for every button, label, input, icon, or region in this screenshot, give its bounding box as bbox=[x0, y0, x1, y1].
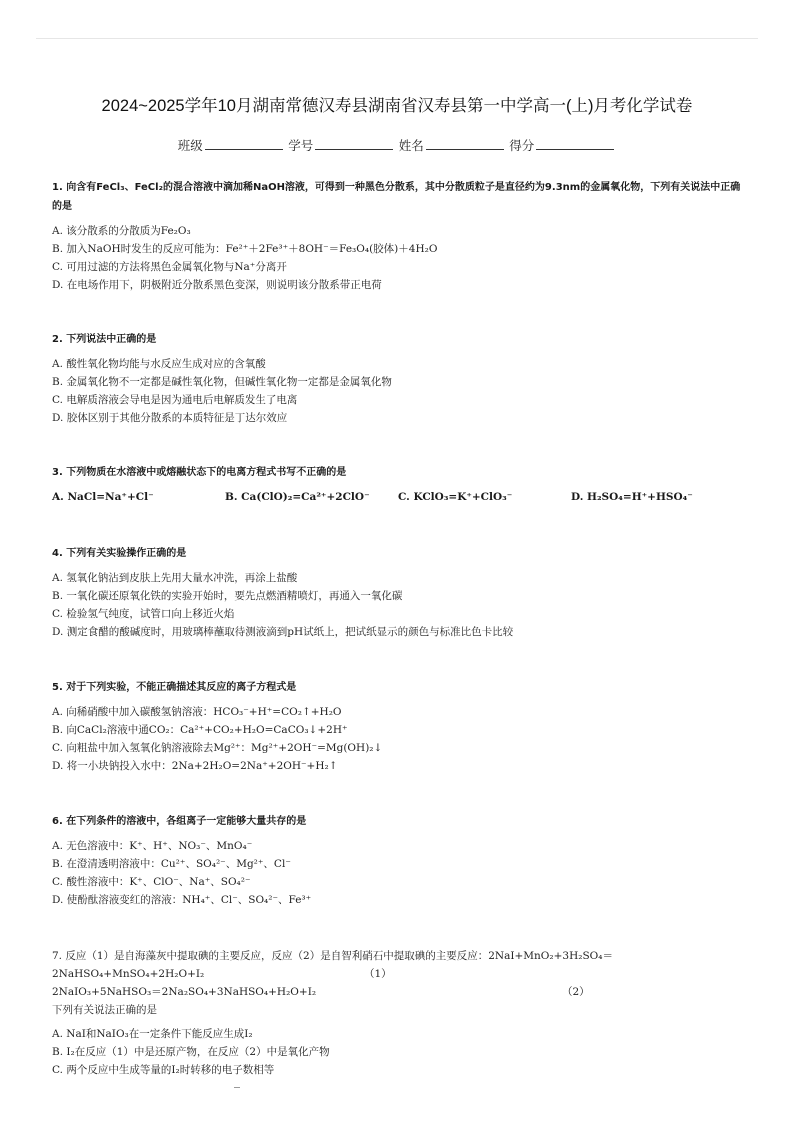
student-id-label: 学号 bbox=[288, 139, 314, 153]
question-7-stem-line-3 bbox=[52, 983, 744, 1001]
question-3-option-b: B. Ca(ClO)₂=Ca²⁺+2ClO⁻ bbox=[225, 491, 370, 503]
question-6-stem: 6. 在下列条件的溶液中，各组离子一定能够大量共存的是 bbox=[52, 816, 307, 827]
question-3-option-c: C. KClO₃=K⁺+ClO₃⁻ bbox=[398, 491, 513, 503]
question-5-stem: 5. 对于下列实验，不能正确描述其反应的离子方程式是 bbox=[52, 682, 297, 693]
score-label: 得分 bbox=[509, 139, 535, 153]
question-3-option-a: A. NaCl=Na⁺+Cl⁻ bbox=[52, 491, 154, 503]
student-id-blank[interactable] bbox=[315, 137, 393, 150]
question-7-option-c: C. 两个反应中生成等量的I₂时转移的电子数相等 bbox=[52, 1064, 275, 1076]
question-4-option-d: D. 测定食醋的酸碱度时，用玻璃棒蘸取待测液滴到pH试纸上，把试纸显示的颜色与标准比色卡比较 bbox=[52, 626, 514, 638]
header-rule bbox=[36, 38, 758, 39]
question-7-stem-line-2 bbox=[52, 965, 744, 983]
question-1 bbox=[52, 178, 744, 294]
question-1-option-d: D. 在电场作用下，阴极附近分散系黑色变深，则说明该分散系带正电荷 bbox=[52, 279, 382, 291]
question-5-option-a: A. 向稀硝酸中加入碳酸氢钠溶液：HCO₃⁻+H⁺=CO₂↑+H₂O bbox=[52, 706, 342, 718]
question-2-option-b: B. 金属氧化物不一定都是碱性氧化物，但碱性氧化物一定都是金属氧化物 bbox=[52, 376, 392, 388]
question-6 bbox=[52, 812, 744, 909]
page-title: 2024~2025学年10月湖南常德汉寿县湖南省汉寿县第一中学高一(上)月考化学试卷 bbox=[101, 97, 693, 115]
question-1-option-b: B. 加入NaOH时发生的反应可能为：Fe²⁺＋2Fe³⁺＋8OH⁻＝Fe₃O₄(胶体)＋4H₂O bbox=[52, 243, 438, 255]
name-blank[interactable] bbox=[426, 137, 504, 150]
page-footer-mark bbox=[234, 1087, 240, 1088]
question-6-option-a: A. 无色溶液中：K⁺、H⁺、NO₃⁻、MnO₄⁻ bbox=[52, 840, 253, 852]
class-label: 班级 bbox=[177, 139, 203, 153]
question-6-option-c: C. 酸性溶液中：K⁺、ClO⁻、Na⁺、SO₄²⁻ bbox=[52, 876, 251, 888]
question-5-option-b: B. 向CaCl₂溶液中通CO₂：Ca²⁺+CO₂+H₂O=CaCO₃↓+2H⁺ bbox=[52, 724, 348, 736]
question-2-stem: 2. 下列说法中正确的是 bbox=[52, 334, 157, 345]
question-4-option-b: B. 一氧化碳还原氧化铁的实验开始时，要先点燃酒精喷灯，再通入一氧化碳 bbox=[52, 590, 403, 602]
question-3-option-d: D. H₂SO₄=H⁺+HSO₄⁻ bbox=[571, 491, 693, 503]
reaction-2-equation: 2NaIO₃+5NaHSO₃＝2Na₂SO₄+3NaHSO₄+H₂O+I₂ bbox=[52, 986, 317, 998]
reaction-2-tag: （2） bbox=[562, 986, 590, 998]
question-7-stem-line-1: 7. 反应（1）是自海藻灰中提取碘的主要反应，反应（2）是自智利硝石中提取碘的主要反应：2NaI+MnO₂+3H₂SO₄＝ bbox=[52, 950, 613, 962]
question-7-option-b: B. I₂在反应（1）中是还原产物，在反应（2）中是氧化产物 bbox=[52, 1046, 330, 1058]
question-5 bbox=[52, 678, 744, 775]
reaction-1-tag: （1） bbox=[364, 968, 392, 980]
class-blank[interactable] bbox=[205, 137, 283, 150]
question-2-option-a: A. 酸性氧化物均能与水反应生成对应的含氧酸 bbox=[52, 358, 266, 370]
question-4 bbox=[52, 544, 744, 641]
question-4-option-a: A. 氢氧化钠沾到皮肤上先用大量水冲洗，再涂上盐酸 bbox=[52, 572, 298, 584]
question-7-option-a: A. NaI和NaIO₃在一定条件下能反应生成I₂ bbox=[52, 1028, 253, 1040]
question-3-stem: 3. 下列物质在水溶液中或熔融状态下的电离方程式书写不正确的是 bbox=[52, 467, 347, 478]
question-3 bbox=[52, 463, 744, 506]
question-1-option-a: A. 该分散系的分散质为Fe₂O₃ bbox=[52, 225, 191, 237]
score-blank[interactable] bbox=[536, 137, 614, 150]
question-2-option-d: D. 胶体区别于其他分散系的本质特征是丁达尔效应 bbox=[52, 412, 288, 424]
question-5-option-d: D. 将一小块钠投入水中：2Na+2H₂O=2Na⁺+2OH⁻+H₂↑ bbox=[52, 760, 338, 772]
question-5-option-c: C. 向粗盐中加入氢氧化钠溶液除去Mg²⁺：Mg²⁺+2OH⁻=Mg(OH)₂↓ bbox=[52, 742, 383, 754]
question-6-option-b: B. 在澄清透明溶液中：Cu²⁺、SO₄²⁻、Mg²⁺、Cl⁻ bbox=[52, 858, 291, 870]
question-2 bbox=[52, 330, 744, 427]
question-1-stem: 1. 向含有FeCl₃、FeCl₂的混合溶液中滴加稀NaOH溶液，可得到一种黑色分散系，其中分散质粒子是直径约为9.3nm的金属氧化物，下列有关说法中正确的是 bbox=[52, 182, 741, 212]
question-7 bbox=[52, 947, 744, 1079]
question-2-option-c: C. 电解质溶液会导电是因为通电后电解质发生了电离 bbox=[52, 394, 298, 406]
name-label: 姓名 bbox=[398, 139, 424, 153]
student-info-line bbox=[0, 136, 794, 154]
question-3-options bbox=[52, 488, 744, 506]
question-4-option-c: C. 检验氢气纯度，试管口向上移近火焰 bbox=[52, 608, 235, 620]
question-6-option-d: D. 使酚酞溶液变红的溶液：NH₄⁺、Cl⁻、SO₄²⁻、Fe³⁺ bbox=[52, 894, 312, 906]
reaction-1-equation: 2NaHSO₄+MnSO₄+2H₂O+I₂ bbox=[52, 968, 205, 980]
question-7-stem-line-4: 下列有关说法正确的是 bbox=[52, 1004, 157, 1016]
question-1-option-c: C. 可用过滤的方法将黑色金属氧化物与Na⁺分离开 bbox=[52, 261, 287, 273]
question-4-stem: 4. 下列有关实验操作正确的是 bbox=[52, 548, 187, 559]
